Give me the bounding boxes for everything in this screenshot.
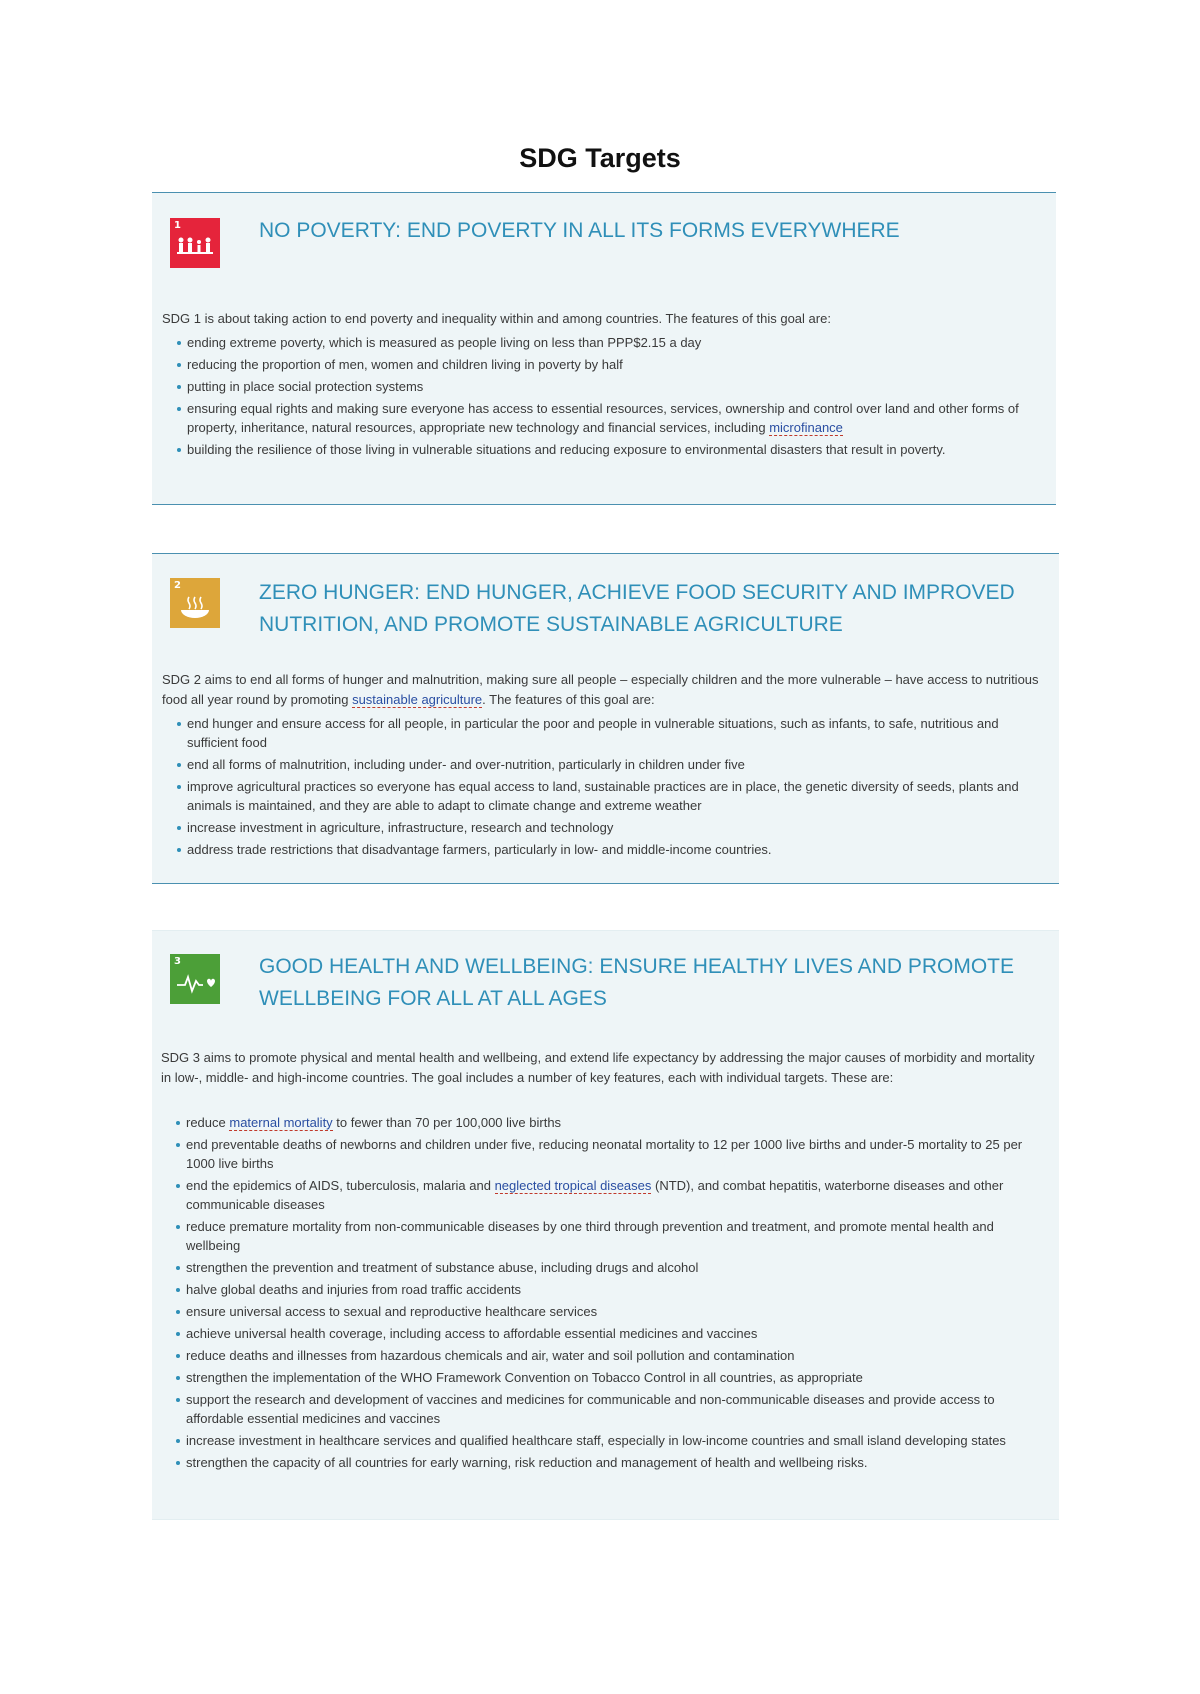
sdg2-intro: SDG 2 aims to end all forms of hunger and malnutrition, making sure all people – especially children and the more vulnerable – have access to nutritious food all year round by promoting sustainable agriculture. The features of this goal are: [162,672,1039,707]
microfinance-link[interactable]: microfinance [769,420,843,435]
list-item: achieve universal health coverage, including access to affordable essential medicines and vaccines [161,1324,1047,1343]
sdg1-bullet-list [162,333,1044,462]
list-item: building the resilience of those living in vulnerable situations and reducing exposure to environmental disasters that result in poverty. [162,440,1044,459]
list-item: end preventable deaths of newborns and children under five, reducing neonatal mortality to 12 per 1000 live births and under-5 mortality to 25 per 1000 live births [161,1135,1047,1173]
list-item: halve global deaths and injuries from road traffic accidents [161,1280,1047,1299]
list-item: increase investment in healthcare services and qualified healthcare staff, especially in low-income countries and small island developing states [161,1431,1047,1450]
list-item: reducing the proportion of men, women and children living in poverty by half [162,355,1044,374]
list-item: strengthen the prevention and treatment of substance abuse, including drugs and alcohol [161,1258,1047,1277]
sdg3-bullet-list [161,1113,1047,1475]
list-item: end hunger and ensure access for all people, in particular the poor and people in vulnerable situations, such as infants, to safe, nutritious and sufficient food [162,714,1047,752]
sdg1-title: NO POVERTY: END POVERTY IN ALL ITS FORMS EVERYWHERE [259,219,900,242]
sdg3-badge: 3 [170,954,220,1004]
page-title: SDG Targets [519,143,681,173]
bowl-icon [174,595,216,626]
list-item: end all forms of malnutrition, including under- and over-nutrition, particularly in children under five [162,755,1047,774]
sustainable-agriculture-link[interactable]: sustainable agriculture [352,691,483,707]
list-item: increase investment in agriculture, infrastructure, research and technology [162,818,1047,837]
list-item: reduce premature mortality from non-communicable diseases by one third through prevention and treatment, and promote mental health and wellbeing [161,1217,1047,1255]
list-item: ensure universal access to sexual and reproductive healthcare services [161,1302,1047,1321]
heartbeat-icon [174,971,216,1002]
sdg2-bullet-list [162,714,1047,862]
list-item: reduce deaths and illnesses from hazardous chemicals and air, water and soil pollution and contamination [161,1346,1047,1365]
list-item: improve agricultural practices so everyone has equal access to land, sustainable practices are in place, the genetic diversity of seeds, plants and animals is maintained, and they are able to adapt to climate change and extreme weather [162,777,1047,815]
maternal-mortality-link[interactable]: maternal mortality [229,1115,333,1130]
sdg2-badge: 2 [170,578,220,628]
sdg3-title: GOOD HEALTH AND WELLBEING: ENSURE HEALTHY LIVES AND PROMOTE WELLBEING FOR ALL AT ALL AGES [259,955,1015,1010]
list-item: end the epidemics of AIDS, tuberculosis, malaria and neglected tropical diseases (NTD), and combat hepatitis, waterborne diseases and other communicable diseases [161,1176,1047,1214]
list-item: reduce maternal mortality to fewer than 70 per 100,000 live births [161,1113,1047,1132]
sdg3-card [152,930,1059,1520]
sdg1-intro: SDG 1 is about taking action to end poverty and inequality within and among countries. The features of this goal are: [162,311,831,326]
sdg1-card [152,192,1056,505]
list-item: ensuring equal rights and making sure everyone has access to essential resources, services, ownership and control over land and other forms of property, inheritance, natural resources, appropriate new technology and financial services, including microfinance [162,399,1044,437]
sdg2-card [152,553,1059,884]
list-item: address trade restrictions that disadvantage farmers, particularly in low- and middle-income countries. [162,840,1047,859]
list-item: strengthen the capacity of all countries for early warning, risk reduction and management of health and wellbeing risks. [161,1453,1047,1472]
list-item: support the research and development of vaccines and medicines for communicable and non-communicable diseases and provide access to affordable essential medicines and vaccines [161,1390,1047,1428]
sdg2-title: ZERO HUNGER: END HUNGER, ACHIEVE FOOD SECURITY AND IMPROVED NUTRITION, AND PROMOTE SUSTAINABLE AGRICULTURE [259,581,1015,636]
list-item: ending extreme poverty, which is measured as people living on less than PPP$2.15 a day [162,333,1044,352]
neglected-tropical-diseases-link[interactable]: neglected tropical diseases [494,1178,652,1193]
list-item: putting in place social protection systems [162,377,1044,396]
list-item: strengthen the implementation of the WHO Framework Convention on Tobacco Control in all countries, as appropriate [161,1368,1047,1387]
sdg1-badge: 1 [170,218,220,268]
sdg3-intro: SDG 3 aims to promote physical and mental health and wellbeing, and extend life expectancy by addressing the major causes of morbidity and mortality in low-, middle- and high-income countries. The goal includes a number of key features, each with individual targets. These are: [161,1050,1035,1085]
people-icon [174,235,216,264]
